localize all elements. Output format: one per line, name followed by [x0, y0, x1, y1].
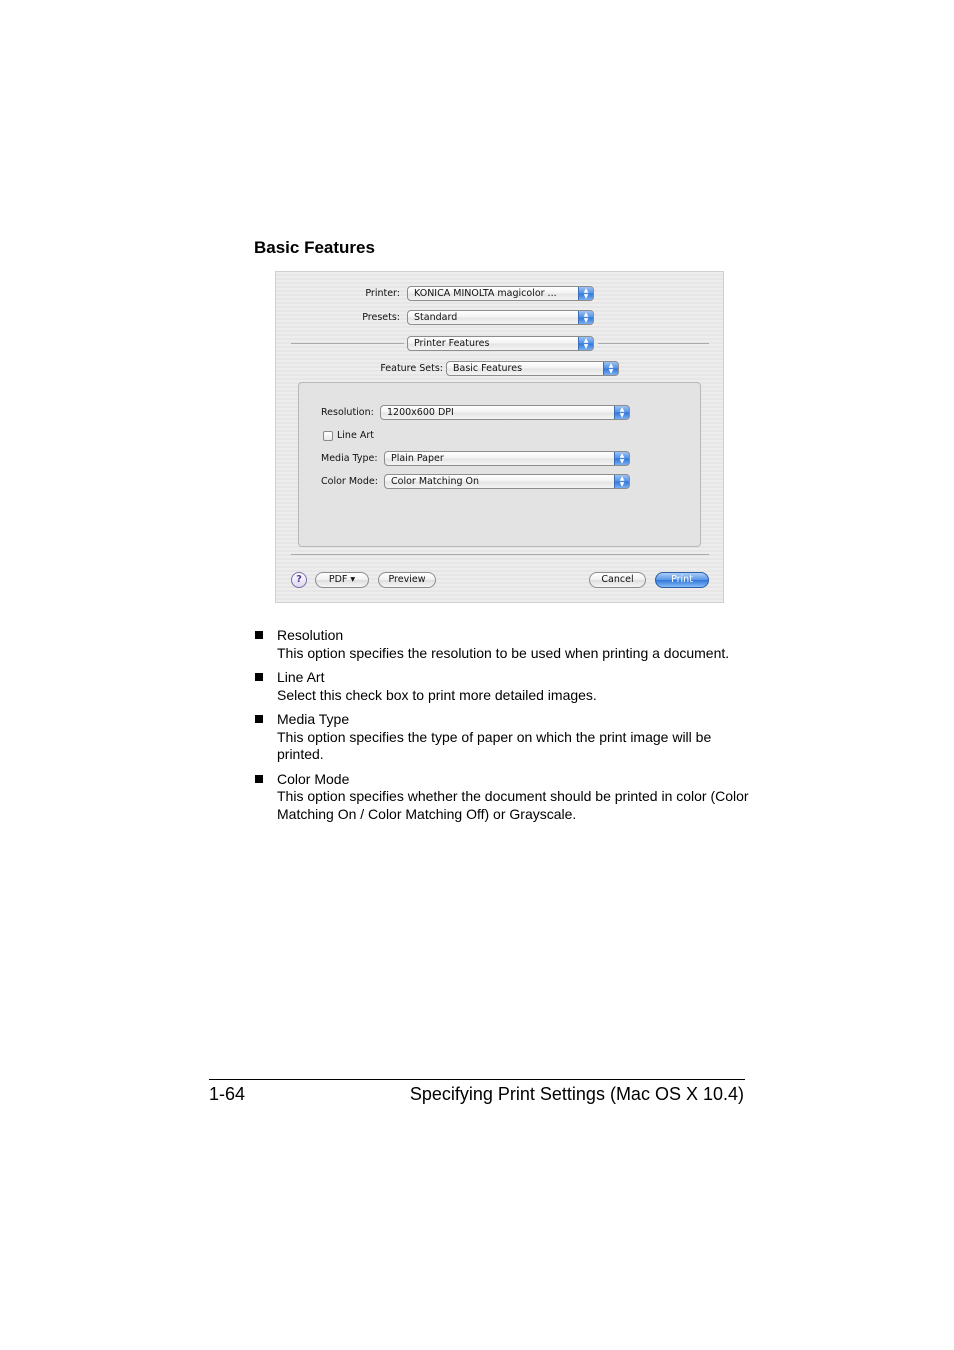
bullet-square-icon: [255, 673, 263, 681]
list-item-title: Line Art: [277, 669, 325, 685]
media-type-popup[interactable]: [384, 451, 630, 466]
cancel-button[interactable]: Cancel: [589, 572, 646, 588]
bullet-square-icon: [255, 775, 263, 783]
preview-button[interactable]: Preview: [378, 572, 436, 588]
resolution-popup-value: 1200x600 DPI: [387, 407, 454, 418]
popup-arrows-icon: ▲ ▼: [614, 451, 630, 466]
presets-label: Presets:: [362, 312, 400, 323]
print-button[interactable]: Print: [655, 572, 709, 588]
feature-sets-popup[interactable]: [446, 361, 619, 376]
panel-separator-right: [598, 343, 709, 344]
popup-arrows-icon: ▲ ▼: [578, 310, 594, 325]
list-item-title: Resolution: [277, 627, 344, 643]
feature-sets-popup-value: Basic Features: [453, 363, 523, 374]
resolution-popup[interactable]: [380, 405, 630, 420]
presets-popup[interactable]: [407, 310, 594, 325]
features-group-box: [298, 382, 701, 547]
list-item: [254, 711, 754, 764]
page-number: 1-64: [209, 1084, 246, 1104]
footer-section-title: Specifying Print Settings (Mac OS X 10.4): [409, 1084, 744, 1104]
bullet-square-icon: [255, 631, 263, 639]
resolution-label: Resolution:: [321, 407, 374, 418]
popup-arrows-icon: ▲ ▼: [578, 286, 594, 301]
popup-arrows-icon: ▲ ▼: [614, 474, 630, 489]
section-heading: Basic Features: [254, 238, 375, 257]
color-mode-popup[interactable]: [384, 474, 630, 489]
line-art-label: Line Art: [337, 430, 374, 441]
list-item-description: Select this check box to print more detailed images.: [277, 686, 597, 703]
printer-label: Printer:: [365, 288, 400, 299]
media-type-popup-value: Plain Paper: [391, 453, 444, 464]
list-item-description: This option specifies the resolution to be used when printing a document.: [277, 644, 730, 661]
pdf-button[interactable]: PDF ▾: [315, 572, 369, 588]
popup-arrows-icon: ▲ ▼: [603, 361, 619, 376]
bullet-square-icon: [255, 715, 263, 723]
list-item: [254, 627, 754, 662]
feature-sets-label: Feature Sets:: [380, 363, 443, 374]
print-dialog-screenshot: [275, 271, 724, 603]
color-mode-popup-value: Color Matching On: [391, 476, 480, 487]
footer-rule: [209, 1079, 745, 1080]
list-item-description: This option specifies whether the document should be printed in color (Color Matching On / Color Matching Off) or Grayscale.: [277, 788, 749, 822]
list-item: [254, 669, 754, 704]
color-mode-label: Color Mode:: [321, 476, 378, 487]
presets-popup-value: Standard: [414, 312, 458, 323]
popup-arrows-icon: ▲ ▼: [578, 336, 594, 351]
option-descriptions-list: [254, 627, 754, 830]
printer-popup[interactable]: [407, 286, 594, 301]
list-item: [254, 771, 754, 824]
panel-popup-value: Printer Features: [414, 338, 490, 349]
bottom-separator: [291, 554, 709, 555]
printer-popup-value: KONICA MINOLTA magicolor ...: [414, 288, 557, 299]
panel-separator-left: [291, 343, 404, 344]
list-item-title: Media Type: [277, 711, 350, 727]
line-art-checkbox[interactable]: [323, 431, 333, 441]
list-item-title: Color Mode: [277, 770, 350, 787]
list-item-description: This option specifies the type of paper on which the print image will be printed.: [277, 728, 712, 762]
panel-popup[interactable]: [407, 336, 594, 351]
popup-arrows-icon: ▲ ▼: [614, 405, 630, 420]
help-button[interactable]: ?: [291, 572, 307, 588]
media-type-label: Media Type:: [321, 453, 378, 464]
